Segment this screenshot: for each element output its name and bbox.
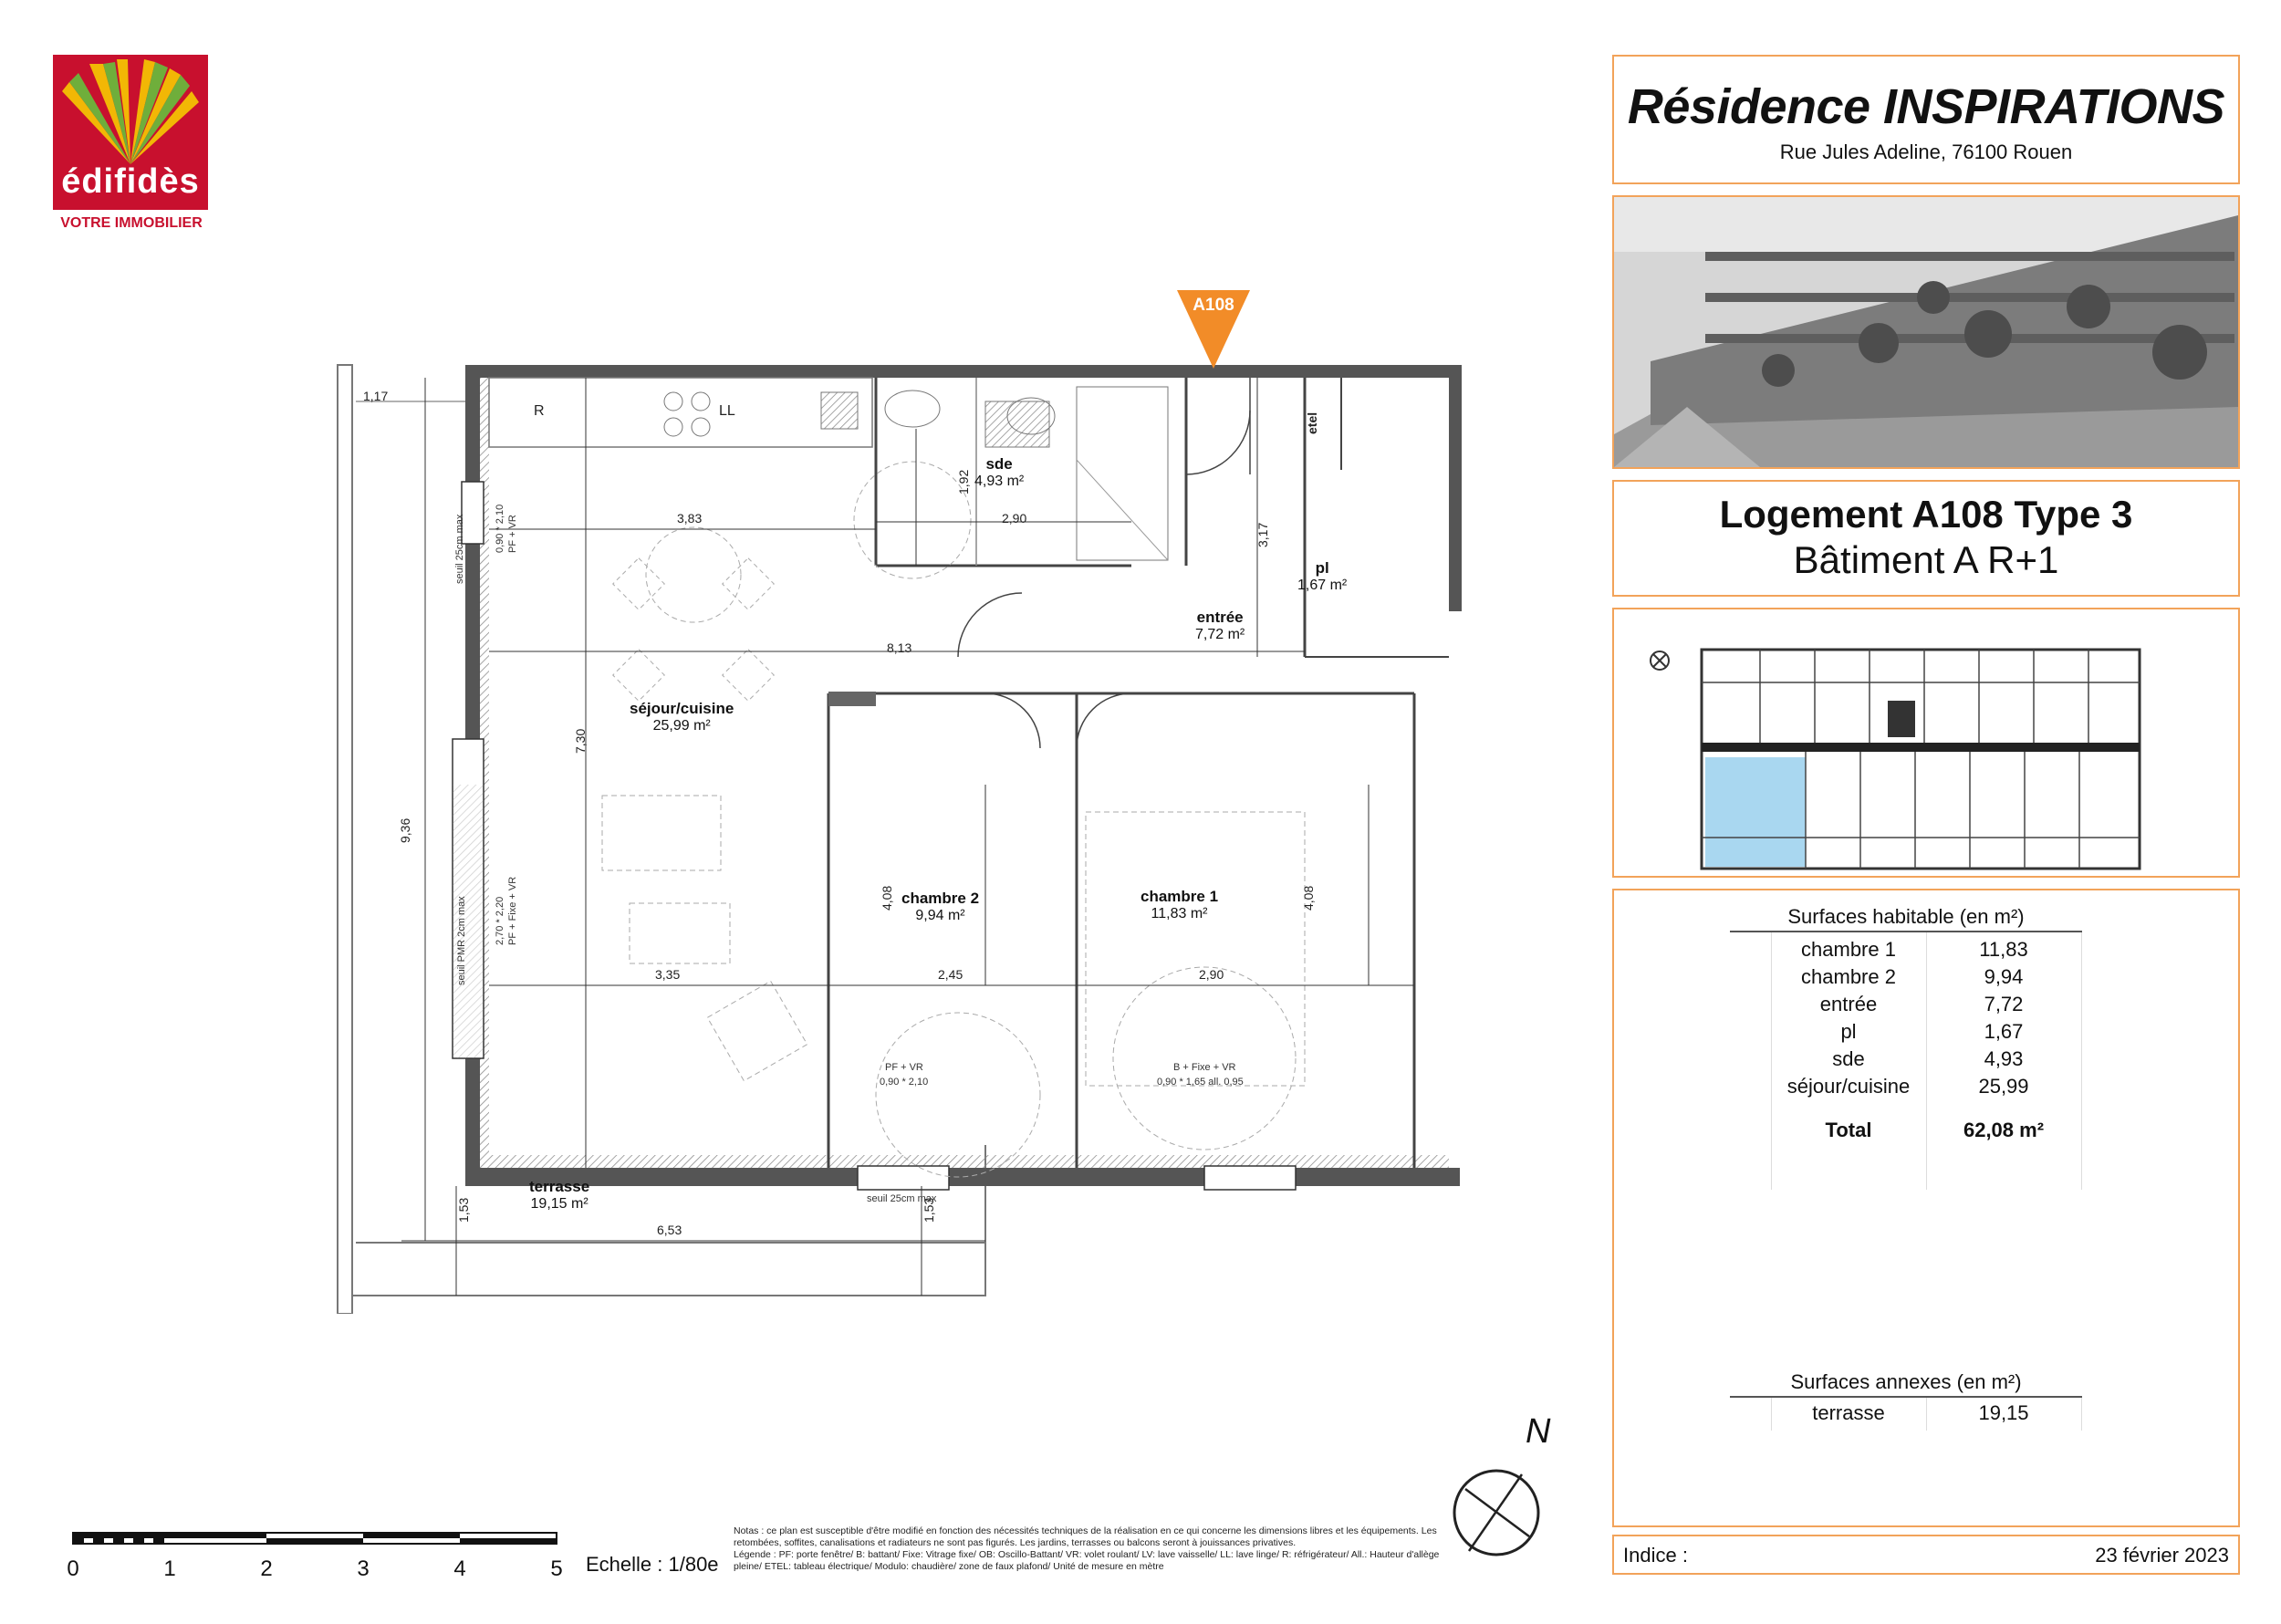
room-sde (974, 456, 1024, 490)
dim-408a: 4,08 (880, 885, 894, 911)
brand-tagline: VOTRE IMMOBILIER (60, 215, 203, 231)
opening-3: PF + VR (885, 1062, 923, 1073)
surface-row (1771, 938, 2081, 965)
dim-383: 3,83 (677, 511, 703, 526)
room-entree-name: entrée (1196, 609, 1244, 626)
opening-4: B + Fixe + VR (1173, 1062, 1236, 1073)
apartment-marker (1177, 290, 1250, 369)
building-photo (1612, 195, 2240, 469)
scale-tick: 1 (163, 1556, 176, 1581)
room-terrasse-name: terrasse (529, 1178, 590, 1195)
plan-date: 23 février 2023 (2095, 1544, 2229, 1567)
notes-text: Notas : ce plan est susceptible d'être modifié en fonction des nécessités techniques de la réalisation en ce qui concerne les dimensions libres et les équipements. Les retombées, soffites, canalisations et radiateurs ne sont pas figurés. Les jardins, terrasses ou balcons seront à jouissances privatives. (734, 1525, 1437, 1548)
logo-mark (53, 55, 208, 210)
surface-name: séjour/cuisine (1786, 1075, 1911, 1098)
room-entree-area: 7,72 m² (1195, 627, 1245, 642)
annex-value: 19,15 (1978, 1401, 2029, 1424)
indice-bar (1612, 1535, 2240, 1575)
opening-4-size: 0,90 * 1,65 all. 0,95 (1157, 1077, 1244, 1088)
brand-logo (53, 55, 210, 237)
surface-name: sde (1832, 1047, 1865, 1070)
plan-notes (734, 1525, 1445, 1573)
dim-153b: 1,53 (922, 1197, 936, 1223)
scale-tick: 4 (453, 1556, 466, 1581)
marker-label: A108 (1193, 296, 1234, 315)
dim-192: 1,92 (956, 469, 971, 494)
opening-1: PF + VR (507, 515, 518, 553)
dim-317: 3,17 (1255, 522, 1270, 547)
washer-label: LL (719, 403, 735, 419)
surface-total-label: Total (1825, 1119, 1872, 1141)
annex-name: terrasse (1812, 1401, 1885, 1424)
surface-row (1771, 993, 2081, 1020)
room-sejour-name: séjour/cuisine (630, 700, 734, 717)
surface-value: 25,99 (1978, 1075, 2029, 1098)
surface-value: 11,83 (1979, 938, 2028, 961)
dim-153a: 1,53 (456, 1197, 471, 1223)
lot-number-type: Logement A108 Type 3 (1719, 493, 2133, 536)
surface-row (1771, 1075, 2081, 1102)
annex-row (1771, 1401, 2081, 1429)
surface-name: entrée (1819, 993, 1878, 1015)
dim-936: 9,36 (398, 817, 412, 843)
room-pl-area: 1,67 m² (1297, 578, 1348, 593)
dim-730: 7,30 (573, 728, 588, 754)
dim-290a: 2,90 (1002, 511, 1027, 526)
surface-name: chambre 1 (1801, 938, 1896, 961)
north-compass (1451, 1412, 1551, 1558)
opening-1-size: 0,90 * 2,10 (495, 504, 505, 553)
surface-value: 7,72 (1984, 993, 2024, 1015)
indice-label: Indice : (1623, 1544, 1688, 1567)
fridge-label: R (534, 403, 545, 419)
surface-row (1771, 965, 2081, 993)
room-chambre2-name: chambre 2 (901, 890, 980, 907)
key-plan (1612, 608, 2240, 878)
surfaces-panel (1612, 889, 2240, 1527)
scale-tick: 2 (260, 1556, 273, 1581)
dim-290b: 2,90 (1199, 967, 1224, 982)
dim-813: 8,13 (887, 640, 912, 655)
legend-text: Légende : PF: porte fenêtre/ B: battant/ Fixe: Vitrage fixe/ OB: Oscillo-Battant/ VR: volet roulant/ LV: lave vaisselle/ LL: lave linge/ R: réfrigérateur/ All.: Hauteur d'allège pleine/ ETEL: tableau électrique/ Modulo: chaudière/ zone de faux plafond/ Unité de mesure en mètre (734, 1549, 1440, 1572)
dim-117: 1,17 (363, 389, 389, 403)
lot-building-floor: Bâtiment A R+1 (1793, 538, 2059, 581)
surface-name: chambre 2 (1801, 965, 1896, 988)
room-chambre1-area: 11,83 m² (1151, 906, 1208, 921)
threshold-3: seuil 25cm max (867, 1193, 937, 1204)
surface-total-value: 62,08 m² (1963, 1119, 2045, 1141)
opening-3-size: 0,90 * 2,10 (880, 1077, 929, 1088)
room-entree (1195, 609, 1245, 643)
scale-bar (66, 1524, 586, 1597)
surface-row (1771, 1047, 2081, 1075)
surface-value: 4,93 (1984, 1047, 2024, 1070)
room-chambre2 (901, 890, 979, 924)
dim-335: 3,35 (655, 967, 681, 982)
scale-tick: 0 (67, 1556, 79, 1581)
brand-name: édifidès (61, 162, 200, 201)
scale-label: Echelle : 1/80e (586, 1553, 719, 1576)
lot-header (1612, 480, 2240, 597)
room-sde-name: sde (985, 455, 1013, 473)
surface-value: 1,67 (1984, 1020, 2024, 1043)
north-label: N (1526, 1412, 1551, 1451)
residence-header (1612, 55, 2240, 184)
room-sde-area: 4,93 m² (974, 474, 1025, 489)
threshold-2: seuil PMR 2cm max (456, 896, 467, 985)
dim-245: 2,45 (938, 967, 963, 982)
residence-name: Résidence INSPIRATIONS (1627, 79, 2225, 134)
scale-tick: 5 (550, 1556, 563, 1581)
opening-2-size: 2,70 * 2,20 (495, 896, 505, 945)
surface-value: 9,94 (1984, 965, 2024, 988)
dim-408b: 4,08 (1301, 885, 1316, 911)
floor-plan (328, 274, 1469, 1314)
surfaces-annexes-title: Surfaces annexes (en m²) (1730, 1370, 2082, 1398)
floor-plan-drawing (328, 274, 1469, 1314)
threshold-1: seuil 25cm max (454, 514, 465, 584)
room-chambre2-area: 9,94 m² (915, 908, 965, 923)
room-chambre1-name: chambre 1 (1140, 888, 1219, 905)
room-sejour-area: 25,99 m² (652, 718, 711, 734)
etel-label: etel (1305, 411, 1319, 434)
room-pl-name: pl (1315, 559, 1329, 577)
room-sejour (630, 701, 734, 734)
opening-2: PF + Fixe + VR (507, 876, 518, 945)
dim-653: 6,53 (657, 1223, 682, 1237)
room-terrasse-area: 19,15 m² (530, 1196, 588, 1212)
surface-name: pl (1840, 1020, 1857, 1043)
surfaces-habitable-title: Surfaces habitable (en m²) (1730, 905, 2082, 932)
scale-tick: 3 (357, 1556, 370, 1581)
residence-address: Rue Jules Adeline, 76100 Rouen (1779, 141, 2073, 163)
surface-total-row (1771, 1119, 2081, 1146)
room-chambre1 (1140, 889, 1218, 922)
surface-row (1771, 1020, 2081, 1047)
room-pl (1297, 560, 1347, 594)
room-terrasse (529, 1179, 589, 1213)
